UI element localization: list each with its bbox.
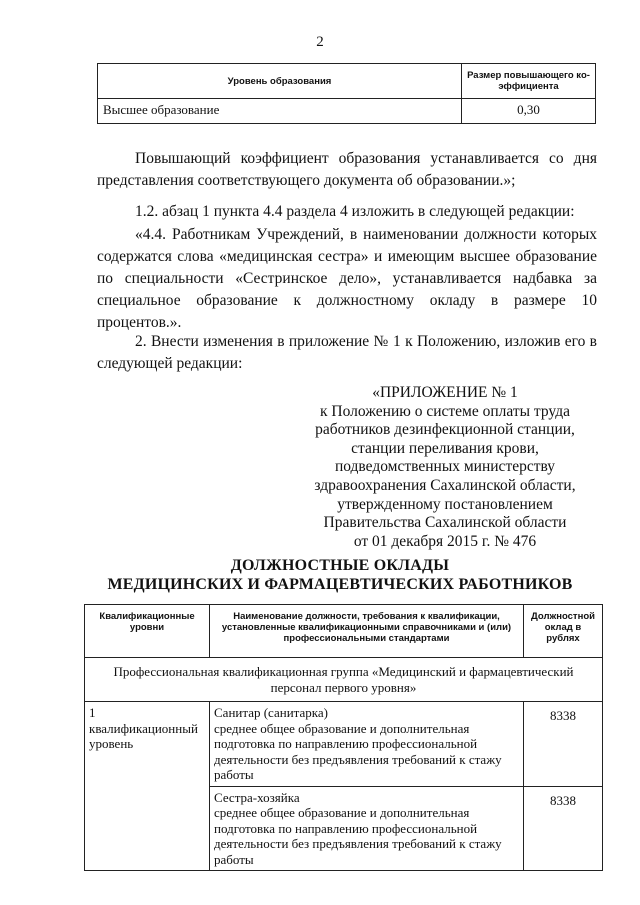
appendix-line: подведомственных министерству xyxy=(334,458,556,476)
table-header-row xyxy=(98,64,596,99)
paragraph-amendment-1-2: 1.2. абзац 1 пункта 4.4 раздела 4 изложить в следующей редакции: xyxy=(135,203,575,220)
appendix-line: от 01 декабря 2015 г. № 476 xyxy=(353,532,537,550)
position-cell xyxy=(210,702,524,787)
education-coefficient-table xyxy=(97,63,596,124)
appendix-line: утвержденному постановлением xyxy=(337,495,553,513)
header-qualification-levels: Квалификационные уровни xyxy=(85,605,210,658)
salary-cell: 8338 xyxy=(524,786,603,871)
header-salary: Должностной оклад в рублях xyxy=(524,605,603,658)
appendix-line: Правительства Сахалинской области xyxy=(323,514,567,532)
paragraph-clause-4-4: «4.4. Работникам Учреждений, в наименовании должности которых содержатся слова «медицинская сестра» и имеющим высшее образование по специальности «Сестринское дело», устанавливается надбавка за специальное образование к должностному окладу в размере 10 процентов.». xyxy=(97,226,597,331)
appendix-line: станции переливания крови, xyxy=(351,439,539,457)
section-heading xyxy=(80,556,600,594)
position-requirements: среднее общее образование и дополнительная подготовка по направлению профессиональной деятельности без предъявления требований к стажу работы xyxy=(214,805,502,867)
heading-line: МЕДИЦИНСКИХ И ФАРМАЦЕВТИЧЕСКИХ РАБОТНИКОВ xyxy=(107,576,573,593)
appendix-line: здравоохранения Сахалинской области, xyxy=(314,476,576,494)
paragraph-amendment-2: 2. Внести изменения в приложение № 1 к Положению, изложив его в следующей редакции: xyxy=(97,333,597,372)
coefficient-cell: 0,30 xyxy=(462,99,596,124)
header-coefficient: Размер повышающего ко-эффициента xyxy=(462,64,596,99)
position-title: Санитар (санитарка) xyxy=(214,705,328,720)
paragraph-coefficient-start: Повышающий коэффициент образования устанавливается со дня представления соответствующего документа об образовании.»; xyxy=(97,150,597,189)
appendix-block xyxy=(300,384,590,551)
page-number: 2 xyxy=(316,34,324,50)
position-cell xyxy=(210,786,524,871)
table-row xyxy=(85,702,603,787)
salary-cell: 8338 xyxy=(524,702,603,787)
header-education-level: Уровень образования xyxy=(98,64,462,99)
group-row xyxy=(85,658,603,702)
position-title: Сестра-хозяйка xyxy=(214,789,300,805)
appendix-line: «ПРИЛОЖЕНИЕ № 1 xyxy=(372,384,518,401)
position-requirements: среднее общее образование и дополнительная подготовка по направлению профессиональной деятельности без предъявления требований к стажу работы xyxy=(214,720,502,782)
appendix-line: работников дезинфекционной станции, xyxy=(315,421,575,439)
table-row xyxy=(98,99,596,124)
qualification-group-title: Профессиональная квалификационная группа «Медицинский и фармацевтический персонал первого уровня» xyxy=(85,658,603,702)
appendix-line: к Положению о системе оплаты труда xyxy=(320,402,570,420)
table-header-row xyxy=(85,605,603,658)
heading-line: ДОЛЖНОСТНЫЕ ОКЛАДЫ xyxy=(230,557,450,574)
header-position-requirements: Наименование должности, требования к квалификации, установленные квалификационными справочниками и (или) профессиональными стандартами xyxy=(210,605,524,658)
salary-table xyxy=(84,604,603,871)
education-level-cell: Высшее образование xyxy=(98,99,462,124)
qualification-level-cell: 1 квалификационный уровень xyxy=(85,702,210,871)
